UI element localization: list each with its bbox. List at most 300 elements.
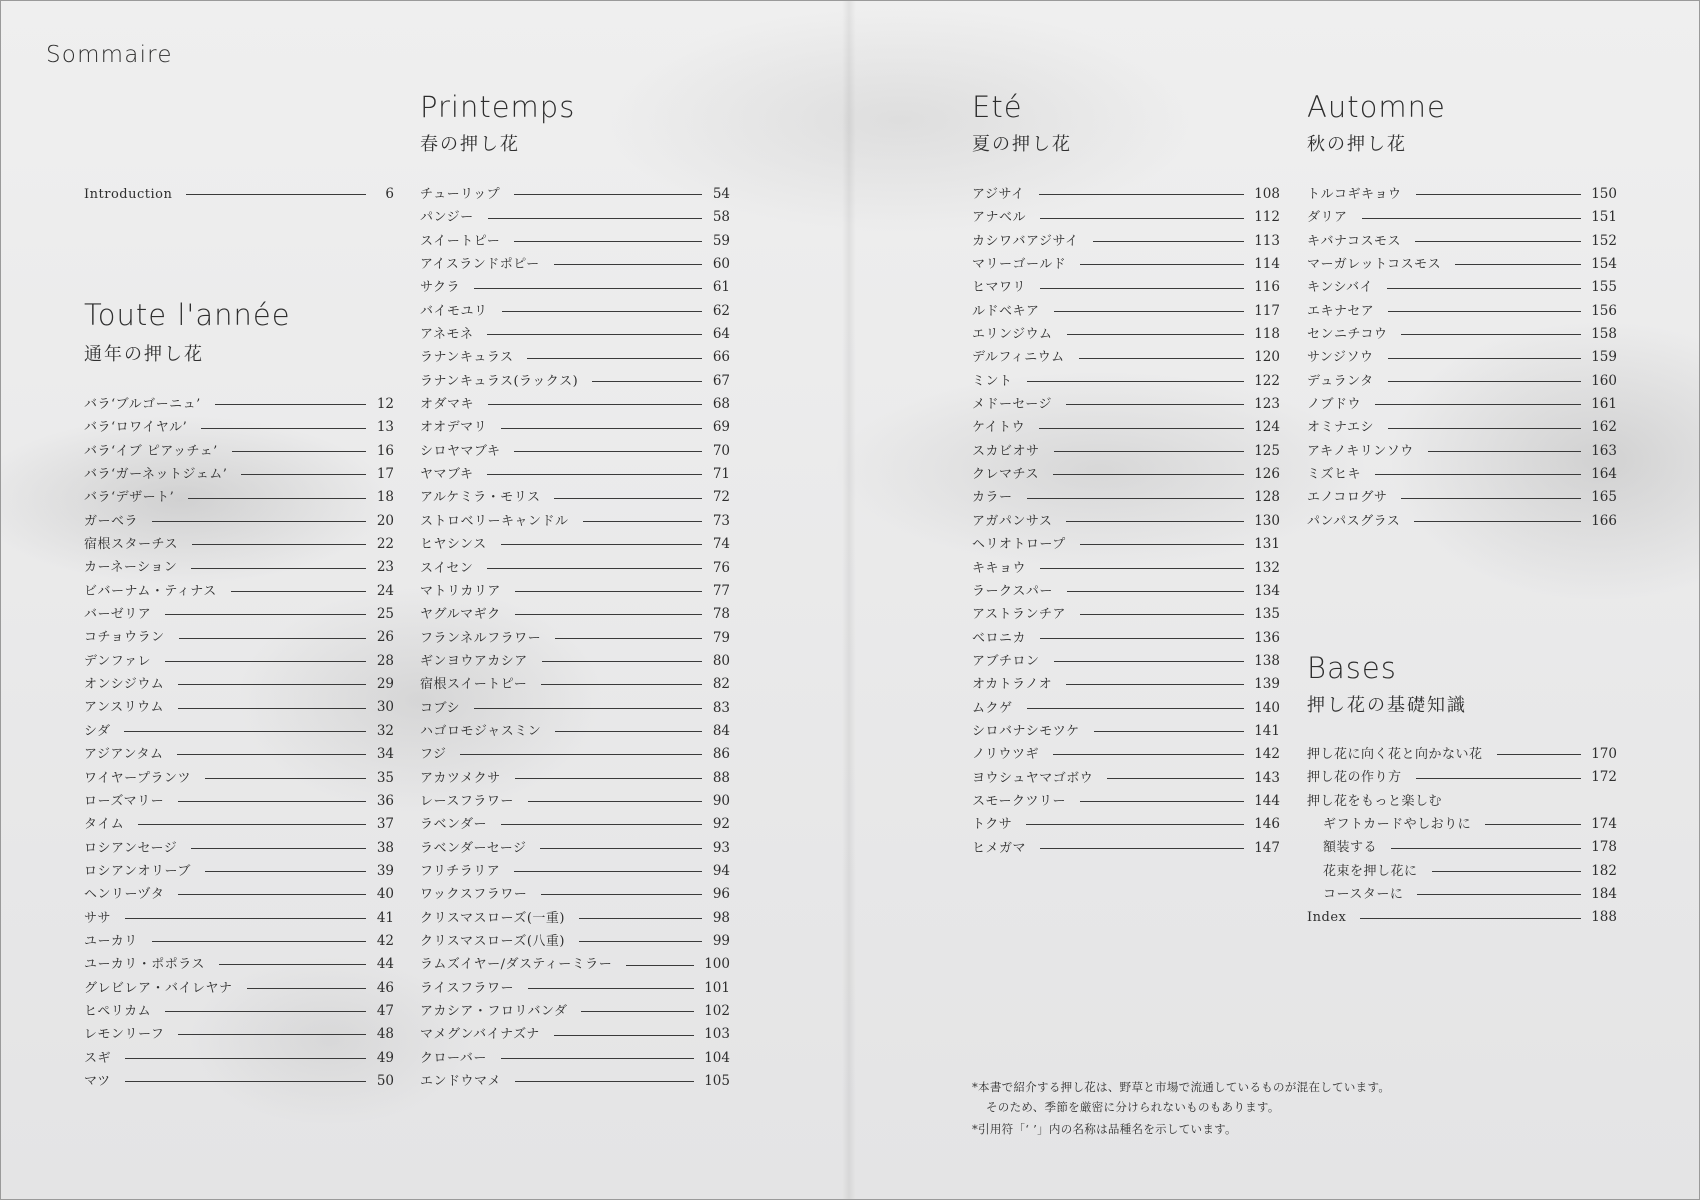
section-subtitle-ete: 夏の押し花 <box>972 134 1072 155</box>
toc-entry[interactable] <box>972 650 1280 673</box>
toc-entry-name: チューリップ <box>420 187 501 202</box>
toc-entry[interactable] <box>1307 440 1617 463</box>
leader-line <box>125 1058 366 1059</box>
leader-line <box>1080 801 1244 802</box>
toc-entry-name: レースフラワー <box>420 793 514 809</box>
leader-line <box>554 498 702 499</box>
toc-entry[interactable] <box>420 533 730 556</box>
toc-entry[interactable] <box>84 510 394 533</box>
leader-line <box>1053 474 1244 475</box>
toc-entry[interactable] <box>1307 883 1617 906</box>
toc-entry[interactable] <box>1307 743 1617 766</box>
toc-entry[interactable] <box>972 416 1280 439</box>
toc-entry[interactable] <box>84 907 394 930</box>
toc-entry[interactable] <box>84 813 394 836</box>
toc-entry-name: クレマチス <box>972 467 1039 483</box>
toc-entry[interactable] <box>972 580 1280 603</box>
toc-entry-page: 50 <box>376 1072 394 1089</box>
toc-entry-page: 147 <box>1254 839 1280 856</box>
toc-entry[interactable] <box>420 300 730 323</box>
toc-entry[interactable] <box>972 837 1280 860</box>
toc-entry[interactable] <box>420 953 730 976</box>
intro-list <box>84 183 394 206</box>
toc-entry-page: 77 <box>712 582 730 599</box>
toc-entry[interactable] <box>84 696 394 719</box>
toc-entry-page: 113 <box>1254 232 1280 249</box>
toc-entry-page: 125 <box>1254 442 1280 459</box>
toc-entry[interactable] <box>972 533 1280 556</box>
toc-entry[interactable] <box>972 323 1280 346</box>
toc-entry-name: コブシ <box>420 700 460 716</box>
footnote-1-cont: そのため、季節を厳密に分けられないものもあります。 <box>986 1100 1280 1114</box>
toc-entry-name: フランネルフラワー <box>420 630 542 646</box>
toc-entry-name: アブチロン <box>972 653 1040 669</box>
toc-entry[interactable] <box>84 953 394 976</box>
leader-line <box>1040 638 1244 639</box>
toc-entry-page: 48 <box>376 1026 394 1043</box>
toc-entry-name: バラ‘ブルゴーニュ’ <box>84 397 201 412</box>
toc-entry-name: カーネーション <box>84 560 178 576</box>
toc-entry[interactable] <box>972 440 1280 463</box>
toc-entry[interactable] <box>420 393 730 416</box>
toc-entry-page: 135 <box>1254 606 1280 623</box>
toc-entry[interactable] <box>84 977 394 1000</box>
leader-line <box>188 498 366 499</box>
toc-entry-page: 122 <box>1254 372 1280 389</box>
toc-entry-page: 101 <box>704 979 730 996</box>
toc-entry-page: 108 <box>1254 186 1280 202</box>
toc-entry[interactable] <box>972 627 1280 650</box>
toc-entry-page: 83 <box>712 699 730 716</box>
toc-entry-name: バラ‘ロワイヤル’ <box>84 420 188 436</box>
toc-entry-page: 116 <box>1254 279 1280 296</box>
toc-entry[interactable] <box>972 697 1280 720</box>
footnote-1: *本書で紹介する押し花は、野草と市場で流通しているものが混在しています。 <box>972 1080 1391 1094</box>
toc-entry-page: 136 <box>1254 629 1280 646</box>
leader-line <box>541 894 702 895</box>
leader-line <box>1039 428 1244 429</box>
toc-entry-page: 80 <box>712 652 730 669</box>
toc-entry[interactable] <box>84 556 394 579</box>
toc-entry[interactable] <box>972 557 1280 580</box>
leader-line <box>1054 661 1245 662</box>
toc-entry-name: 押し花に向く花と向かない花 <box>1307 747 1483 762</box>
toc-entry[interactable] <box>420 697 730 720</box>
leader-line <box>1054 451 1245 452</box>
toc-entry-page: 79 <box>712 629 730 646</box>
toc-entry-name: オオデマリ <box>420 420 488 436</box>
toute-annee-list <box>84 393 394 1093</box>
toc-entry-name: 押し花の作り方 <box>1307 770 1402 786</box>
toc-entry-name: コチョウラン <box>84 630 165 646</box>
toc-entry-name: アンスリウム <box>84 700 164 716</box>
toc-entry[interactable] <box>420 440 730 463</box>
leader-line <box>626 965 694 966</box>
leader-line <box>1026 824 1244 825</box>
toc-entry[interactable] <box>420 790 730 813</box>
toc-entry-name: キバナコスモス <box>1307 233 1401 249</box>
toc-entry[interactable] <box>972 743 1280 766</box>
toc-entry-page: 134 <box>1254 582 1280 599</box>
leader-line <box>474 288 702 289</box>
toc-entry-page: 160 <box>1591 372 1617 389</box>
leader-line <box>555 638 702 639</box>
bases-list <box>1307 743 1617 930</box>
toc-entry[interactable] <box>420 463 730 486</box>
leader-line <box>1485 824 1581 825</box>
toc-entry[interactable] <box>1307 813 1617 836</box>
toc-entry-page: 132 <box>1254 559 1280 576</box>
leader-line <box>1053 754 1244 755</box>
toc-entry[interactable] <box>420 580 730 603</box>
leader-line <box>501 428 702 429</box>
leader-line <box>1388 428 1581 429</box>
toc-entry-name: エリンジウム <box>972 327 1053 343</box>
toc-entry-name: ワイヤープランツ <box>84 770 191 786</box>
toc-entry-name: ラベンダーセージ <box>420 840 527 856</box>
toc-entry[interactable] <box>84 603 394 626</box>
leader-line <box>502 311 702 312</box>
toc-entry-page: 184 <box>1591 886 1617 903</box>
toc-entry-page: 92 <box>712 816 730 833</box>
leader-line <box>232 451 366 452</box>
toc-entry-page: 38 <box>376 839 394 856</box>
toc-entry[interactable] <box>972 813 1280 836</box>
toc-entry[interactable] <box>84 533 394 556</box>
toc-entry-page: 98 <box>712 909 730 926</box>
toc-entry-name: トルコギキョウ <box>1307 187 1402 202</box>
toc-entry-name: ヒマワリ <box>972 280 1027 296</box>
toc-entry[interactable] <box>420 206 730 229</box>
toc-entry-name: ヤグルマギク <box>420 607 501 623</box>
leader-line <box>205 778 366 779</box>
toc-entry[interactable] <box>84 743 394 766</box>
toc-entry-page: 151 <box>1591 209 1617 226</box>
toc-entry[interactable] <box>420 370 730 393</box>
footnote-2: *引用符「‘ ’」内の名称は品種名を示しています。 <box>972 1122 1237 1136</box>
toc-entry[interactable] <box>420 323 730 346</box>
leader-line <box>554 264 702 265</box>
toc-entry[interactable] <box>84 393 394 416</box>
toc-entry-name: ヒメガマ <box>972 840 1027 856</box>
toc-entry[interactable] <box>84 930 394 953</box>
toc-entry-name: クリスマスローズ(一重) <box>420 910 565 926</box>
leader-line <box>1027 708 1245 709</box>
toc-entry[interactable] <box>1307 253 1617 276</box>
toc-entry-page: 40 <box>376 886 394 903</box>
toc-entry-page: 84 <box>712 722 730 739</box>
toc-entry[interactable] <box>420 907 730 930</box>
leader-line <box>201 428 366 429</box>
toc-entry-name: フジ <box>420 747 447 763</box>
toc-entry-name: ムクゲ <box>972 700 1013 716</box>
toc-entry[interactable] <box>84 837 394 860</box>
toc-entry-page: 162 <box>1591 419 1617 436</box>
toc-entry-name: パンパスグラス <box>1307 513 1401 529</box>
toc-entry[interactable] <box>420 627 730 650</box>
toc-entry[interactable] <box>1307 860 1617 883</box>
toc-entry[interactable] <box>420 1047 730 1070</box>
leader-line <box>192 544 366 545</box>
toc-entry[interactable] <box>1307 393 1617 416</box>
toc-entry[interactable] <box>972 206 1280 229</box>
leader-line <box>555 731 702 732</box>
toc-entry[interactable] <box>420 883 730 906</box>
toc-entry[interactable] <box>84 650 394 673</box>
toc-entry[interactable] <box>420 720 730 743</box>
toc-entry[interactable] <box>420 1000 730 1023</box>
leader-line <box>515 778 702 779</box>
toc-entry-name: クローバー <box>420 1050 487 1066</box>
toc-entry-page: 69 <box>712 419 730 436</box>
toc-entry-page: 152 <box>1591 232 1617 249</box>
toc-entry[interactable] <box>972 790 1280 813</box>
toc-entry[interactable] <box>84 767 394 790</box>
toc-entry[interactable] <box>1307 790 1617 813</box>
toc-entry-name: アイスランドポピー <box>420 257 540 273</box>
toc-entry-page: 64 <box>712 326 730 343</box>
toc-entry-name: ビバーナム・ティナス <box>84 583 217 599</box>
toc-entry[interactable] <box>84 416 394 439</box>
toc-entry-page: 29 <box>376 676 394 693</box>
toc-entry-name: ラベンダー <box>420 817 487 833</box>
toc-entry-page: 102 <box>704 1003 730 1020</box>
toc-entry[interactable] <box>1307 346 1617 369</box>
leader-line <box>1416 778 1582 779</box>
toc-entry-name: バラ‘デザート’ <box>84 490 175 506</box>
toc-entry-page: 166 <box>1591 512 1617 529</box>
toc-entry[interactable] <box>420 977 730 1000</box>
toc-entry-page: 112 <box>1254 209 1280 226</box>
toc-entry[interactable] <box>1307 416 1617 439</box>
toc-entry-name: キンシバイ <box>1307 280 1374 296</box>
toc-entry-name: ラナンキュラス <box>420 350 514 366</box>
toc-entry-name: アガパンサス <box>972 513 1053 529</box>
toc-entry-page: 143 <box>1254 769 1280 786</box>
leader-line <box>1054 311 1245 312</box>
toc-entry[interactable] <box>84 673 394 696</box>
toc-entry[interactable] <box>972 767 1280 790</box>
toc-entry[interactable] <box>1307 206 1617 229</box>
leader-line <box>515 1081 694 1082</box>
toc-entry-page: 188 <box>1591 909 1617 926</box>
toc-entry-name: 額装する <box>1323 840 1378 856</box>
toc-entry[interactable] <box>420 603 730 626</box>
toc-entry[interactable] <box>420 416 730 439</box>
toc-entry[interactable] <box>972 230 1280 253</box>
toc-entry-page: 78 <box>712 606 730 623</box>
leader-line <box>1080 614 1244 615</box>
leader-line <box>501 824 702 825</box>
toc-entry-name: ガーベラ <box>84 513 139 529</box>
toc-entry-name: ギフトカードやしおりに <box>1323 817 1472 833</box>
toc-entry[interactable] <box>1307 183 1617 206</box>
toc-entry[interactable] <box>1307 906 1617 929</box>
leader-line <box>152 521 366 522</box>
toc-entry[interactable] <box>1307 510 1617 533</box>
leader-line <box>191 568 366 569</box>
toc-entry[interactable] <box>84 626 394 649</box>
section-title-automne: Automne <box>1307 90 1446 124</box>
toc-entry-name: オンシジウム <box>84 677 165 693</box>
toc-entry[interactable] <box>1307 766 1617 789</box>
toc-entry[interactable] <box>84 440 394 463</box>
toc-entry[interactable] <box>972 276 1280 299</box>
toc-entry[interactable] <box>972 720 1280 743</box>
toc-entry-name: アジサイ <box>972 187 1025 202</box>
toc-entry[interactable] <box>420 813 730 836</box>
toc-entry-name: メドーセージ <box>972 397 1052 413</box>
toc-entry[interactable] <box>84 486 394 509</box>
toc-entry-page: 35 <box>376 769 394 786</box>
section-title-bases: Bases <box>1307 651 1397 685</box>
leader-line <box>247 988 366 989</box>
toc-entry-page: 6 <box>385 186 394 202</box>
leader-line <box>1067 334 1245 335</box>
toc-entry-name: ベロニカ <box>972 630 1027 646</box>
toc-entry[interactable] <box>420 650 730 673</box>
toc-entry[interactable] <box>84 1047 394 1070</box>
toc-entry-page: 59 <box>712 232 730 249</box>
toc-entry[interactable] <box>420 1023 730 1046</box>
toc-entry[interactable] <box>420 860 730 883</box>
toc-entry[interactable] <box>420 230 730 253</box>
toc-entry-name: ルドベキア <box>972 303 1040 319</box>
toc-entry-name: スギ <box>84 1050 112 1066</box>
toc-entry[interactable] <box>420 346 730 369</box>
toc-entry-name: 宿根スターチス <box>84 537 178 553</box>
toc-entry-page: 16 <box>376 442 394 459</box>
toc-entry[interactable] <box>420 510 730 533</box>
leader-line <box>186 194 366 195</box>
toc-entry[interactable] <box>972 463 1280 486</box>
toc-entry[interactable] <box>1307 370 1617 393</box>
leader-line <box>1027 498 1245 499</box>
toc-entry[interactable] <box>1307 486 1617 509</box>
toc-entry[interactable] <box>420 743 730 766</box>
leader-line <box>1040 848 1244 849</box>
toc-entry-page: 70 <box>712 442 730 459</box>
toc-entry[interactable] <box>972 370 1280 393</box>
toc-entry[interactable] <box>1307 230 1617 253</box>
leader-line <box>487 334 702 335</box>
toc-entry-page: 22 <box>376 536 394 553</box>
toc-entry-page: 159 <box>1591 349 1617 366</box>
leader-line <box>179 638 366 639</box>
leader-line <box>1415 241 1581 242</box>
toc-entry-page: 23 <box>376 559 394 576</box>
toc-entry[interactable] <box>1307 323 1617 346</box>
toc-entry-page: 73 <box>712 512 730 529</box>
toc-entry[interactable] <box>420 183 730 206</box>
toc-entry[interactable] <box>84 883 394 906</box>
toc-entry[interactable] <box>1307 836 1617 859</box>
leader-line <box>1040 568 1244 569</box>
leader-line <box>514 451 702 452</box>
toc-entry[interactable] <box>420 1070 730 1093</box>
toc-entry[interactable] <box>84 790 394 813</box>
leader-line <box>1094 731 1245 732</box>
leader-line <box>1455 264 1581 265</box>
toc-entry[interactable] <box>1307 300 1617 323</box>
leader-line <box>1040 218 1244 219</box>
toc-entry[interactable] <box>972 300 1280 323</box>
toc-entry-page: 170 <box>1591 746 1617 762</box>
toc-entry-name: バラ‘ガーネットジェム’ <box>84 467 228 483</box>
leader-line <box>1093 241 1245 242</box>
toc-entry-page: 128 <box>1254 489 1280 506</box>
leader-line <box>215 404 366 405</box>
toc-entry-name: スモークツリー <box>972 793 1066 809</box>
toc-entry-name: ストロベリーキャンドル <box>420 513 569 529</box>
leader-line <box>1388 358 1582 359</box>
toc-entry[interactable] <box>420 930 730 953</box>
toc-entry[interactable] <box>972 253 1280 276</box>
toc-entry[interactable] <box>84 1000 394 1023</box>
toc-entry[interactable] <box>84 463 394 486</box>
leader-line <box>165 1011 366 1012</box>
toc-entry[interactable] <box>972 393 1280 416</box>
toc-entry-name: マトリカリア <box>420 583 501 599</box>
toc-entry-page: 117 <box>1254 302 1280 319</box>
toc-entry-name: ダリア <box>1307 210 1348 226</box>
toc-entry[interactable] <box>420 276 730 299</box>
toc-entry[interactable] <box>84 580 394 603</box>
toc-entry[interactable] <box>972 486 1280 509</box>
toc-entry-name: エノコログサ <box>1307 490 1388 506</box>
leader-line <box>1428 451 1582 452</box>
toc-entry[interactable] <box>84 183 394 206</box>
toc-entry-page: 104 <box>704 1049 730 1066</box>
toc-entry[interactable] <box>972 603 1280 626</box>
toc-entry-name: 花束を押し花に <box>1323 863 1418 879</box>
toc-entry-page: 141 <box>1254 722 1280 739</box>
toc-entry[interactable] <box>420 673 730 696</box>
ete-list <box>972 183 1280 860</box>
toc-entry[interactable] <box>1307 463 1617 486</box>
toc-entry-name: ノブドウ <box>1307 397 1362 413</box>
toc-entry-page: 49 <box>376 1049 394 1066</box>
toc-entry[interactable] <box>420 253 730 276</box>
toc-entry-page: 150 <box>1591 186 1617 202</box>
toc-entry[interactable] <box>84 720 394 743</box>
toc-entry[interactable] <box>972 346 1280 369</box>
toc-entry[interactable] <box>420 767 730 790</box>
toc-entry[interactable] <box>84 860 394 883</box>
toc-entry-name: ロシアンオリーブ <box>84 863 191 879</box>
toc-entry-name: シダ <box>84 723 111 739</box>
leader-line <box>231 591 366 592</box>
toc-entry[interactable] <box>420 557 730 580</box>
section-title-toute-annee: Toute l'année <box>84 298 291 332</box>
toc-entry-name: オダマキ <box>420 397 475 413</box>
toc-entry[interactable] <box>420 837 730 860</box>
toc-entry-name: マーガレットコスモス <box>1307 257 1442 273</box>
leader-line <box>178 801 366 802</box>
toc-entry[interactable] <box>972 510 1280 533</box>
toc-entry[interactable] <box>1307 276 1617 299</box>
leader-line <box>474 708 702 709</box>
toc-entry[interactable] <box>84 1070 394 1093</box>
toc-entry[interactable] <box>972 183 1280 206</box>
toc-entry-page: 140 <box>1254 699 1280 716</box>
leader-line <box>138 824 366 825</box>
toc-entry[interactable] <box>420 486 730 509</box>
toc-entry[interactable] <box>972 673 1280 696</box>
toc-entry[interactable] <box>84 1023 394 1046</box>
leader-line <box>592 381 702 382</box>
toc-entry-name: レモンリーフ <box>84 1027 165 1043</box>
